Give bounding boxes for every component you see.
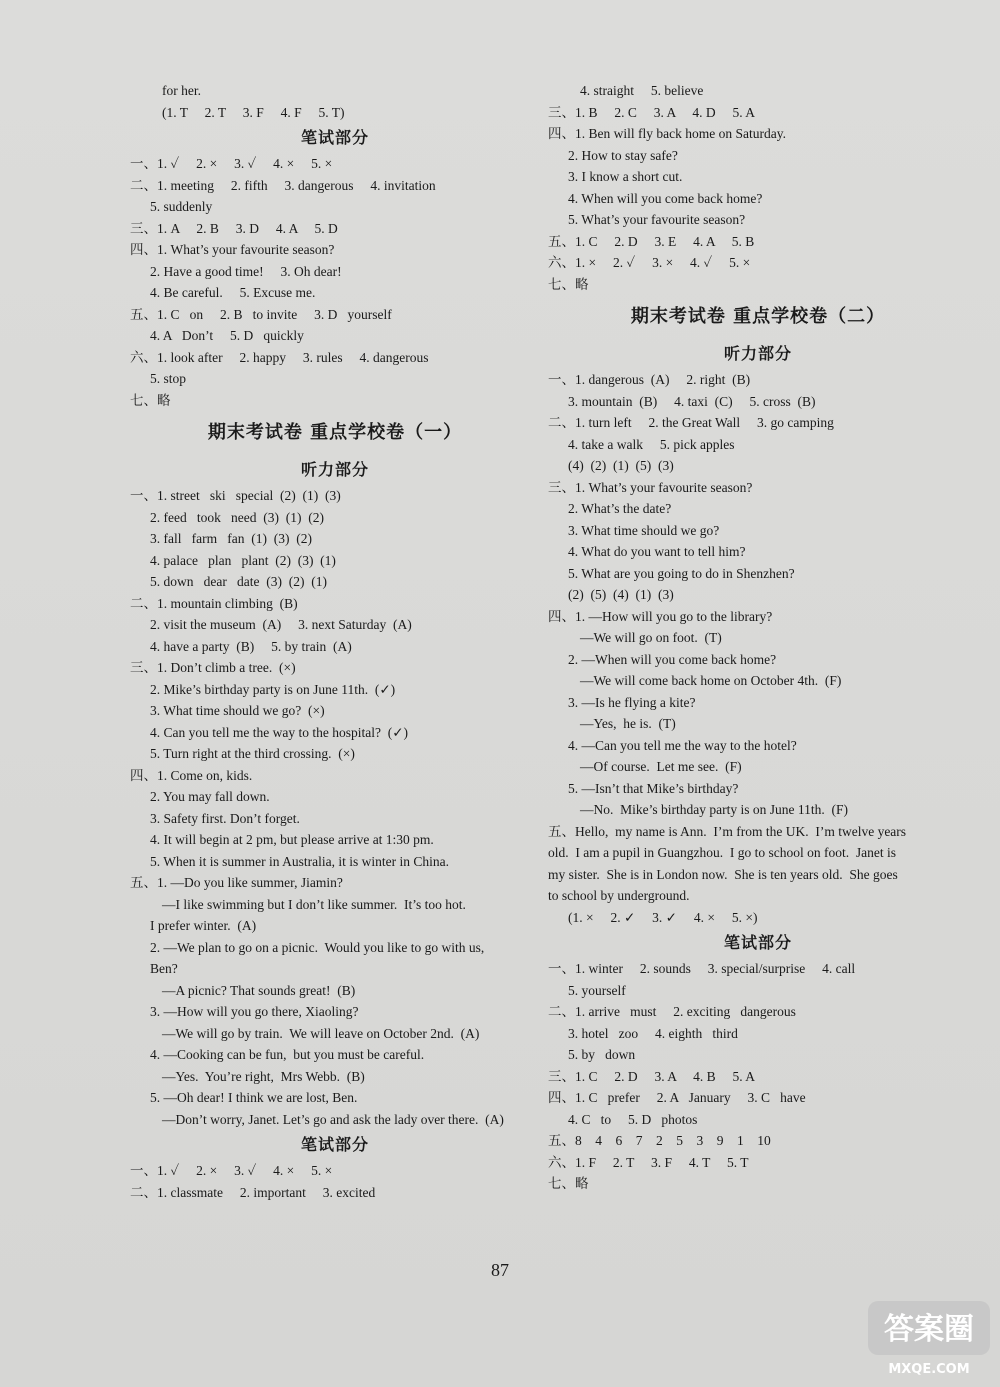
watermark-main: 答案圈 bbox=[884, 1312, 974, 1347]
answer-line: 四、1. C prefer 2. A January 3. C have bbox=[548, 1090, 806, 1105]
answer-line: 3. —How will you go there, Xiaoling? bbox=[150, 1004, 359, 1019]
answer-line: 一、1. street ski special (2) (1) (3) bbox=[130, 488, 341, 503]
section-heading: 听力部分 bbox=[300, 460, 369, 479]
section-heading: 笔试部分 bbox=[300, 1135, 369, 1154]
answer-line: —Yes, he is. (T) bbox=[580, 716, 676, 731]
answer-line: 一、1. ✓ 2. × 3. ✓ 4. × 5. × bbox=[130, 156, 333, 171]
answer-line: 三、1. B 2. C 3. A 4. D 5. A bbox=[548, 104, 756, 120]
section-heading: 听力部分 bbox=[723, 344, 792, 363]
answer-line: 一、1. dangerous (A) 2. right (B) bbox=[548, 372, 751, 387]
answer-line: 2. You may fall down. bbox=[150, 789, 270, 804]
exam-paper-title: 期末考试卷 重点学校卷（一） bbox=[207, 422, 463, 443]
answer-line: 2. Mike’s birthday party is on June 11th. (✓) bbox=[150, 681, 396, 697]
right-column bbox=[548, 80, 968, 1195]
answer-line: 五、8 4 6 7 2 5 3 9 1 10 bbox=[548, 1133, 771, 1148]
answer-line: 3. mountain (B) 4. taxi (C) 5. cross (B) bbox=[568, 393, 816, 409]
answer-line: 二、1. meeting 2. fifth 3. dangerous 4. invitation bbox=[130, 177, 436, 193]
answer-line: 4. —Cooking can be fun, but you must be careful. bbox=[150, 1047, 425, 1062]
answer-line: to school by underground. bbox=[548, 888, 690, 903]
answer-line: 5. What’s your favourite season? bbox=[568, 212, 746, 227]
answer-line: 2. Have a good time! 3. Oh dear! bbox=[150, 263, 342, 279]
answer-line: 三、1. C 2. D 3. A 4. B 5. A bbox=[548, 1068, 756, 1084]
answer-line: 5. Turn right at the third crossing. (×) bbox=[150, 746, 355, 761]
answer-line: 5. —Isn’t that Mike’s birthday? bbox=[568, 780, 739, 796]
answer-line: 三、1. Don’t climb a tree. (×) bbox=[130, 660, 296, 675]
answer-line: 5. When it is summer in Australia, it is winter in China. bbox=[150, 853, 449, 869]
section-heading: 笔试部分 bbox=[723, 933, 792, 952]
answer-line: 4. It will begin at 2 pm, but please arrive at 1:30 pm. bbox=[150, 832, 434, 847]
answer-line: 3. What time should we go? (×) bbox=[150, 703, 325, 718]
answer-line: 四、1. Ben will fly back home on Saturday. bbox=[548, 126, 786, 141]
page-number: 87 bbox=[491, 1260, 509, 1280]
answer-line: —We will go on foot. (T) bbox=[580, 630, 722, 645]
answer-line: 六、1. look after 2. happy 3. rules 4. dangerous bbox=[130, 349, 429, 365]
answer-line: 六、1. × 2. ✓ 3. × 4. ✓ 5. × bbox=[548, 255, 751, 270]
answer-line: 三、1. A 2. B 3. D 4. A 5. D bbox=[130, 220, 338, 236]
answer-line: —I like swimming but I don’t like summer. It’s too hot. bbox=[162, 896, 466, 912]
answer-line: 2. How to stay safe? bbox=[568, 147, 678, 163]
answer-line: 5. stop bbox=[150, 371, 187, 386]
answer-line: (1. × 2. ✓ 3. ✓ 4. × 5. ×) bbox=[568, 909, 758, 925]
answer-line: 5. What are you going to do in Shenzhen? bbox=[568, 565, 795, 581]
answer-line: 3. hotel zoo 4. eighth third bbox=[568, 1025, 738, 1041]
answer-line: 3. —Is he flying a kite? bbox=[568, 694, 696, 710]
answer-line: 5. by down bbox=[568, 1047, 636, 1062]
watermark-sub: MXQE.COM bbox=[888, 1362, 970, 1377]
answer-line: 五、Hello, my name is Ann. I’m from the UK. I’m twelve years bbox=[548, 823, 907, 839]
answer-line: —Don’t worry, Janet. Let’s go and ask the lady over there. (A) bbox=[162, 1111, 504, 1127]
answer-line: for her. bbox=[162, 83, 201, 98]
exam-paper-title: 期末考试卷 重点学校卷（二） bbox=[630, 306, 886, 327]
answer-line: 二、1. turn left 2. the Great Wall 3. go camping bbox=[548, 415, 834, 430]
answer-line: 4. —Can you tell me the way to the hotel? bbox=[568, 737, 797, 753]
answer-line: 一、1. ✓ 2. × 3. ✓ 4. × 5. × bbox=[130, 1163, 333, 1178]
answer-line: my sister. She is in London now. She is ten years old. She goes bbox=[548, 866, 898, 882]
answer-line: 5. —Oh dear! I think we are lost, Ben. bbox=[150, 1090, 358, 1105]
answer-line: 4. Be careful. 5. Excuse me. bbox=[150, 285, 316, 300]
answer-line: 2. What’s the date? bbox=[568, 501, 672, 516]
answer-line: 四、1. —How will you go to the library? bbox=[548, 608, 773, 624]
left-column bbox=[130, 80, 540, 1203]
answer-line: (1. T 2. T 3. F 4. F 5. T) bbox=[162, 104, 345, 120]
answer-line: 七、略 bbox=[548, 276, 589, 292]
answer-line: (2) (5) (4) (1) (3) bbox=[568, 587, 674, 602]
answer-line: 二、1. classmate 2. important 3. excited bbox=[130, 1184, 376, 1200]
answer-line: 2. visit the museum (A) 3. next Saturday (A) bbox=[150, 617, 412, 632]
answer-line: 一、1. winter 2. sounds 3. special/surprise 4. call bbox=[548, 961, 856, 976]
answer-line: —We will go by train. We will leave on October 2nd. (A) bbox=[162, 1025, 480, 1041]
answer-line: 七、略 bbox=[130, 392, 171, 408]
answer-line: 四、1. What’s your favourite season? bbox=[130, 242, 335, 257]
answer-line: —Of course. Let me see. (F) bbox=[580, 759, 742, 774]
answer-line: 4. take a walk 5. pick apples bbox=[568, 436, 735, 452]
answer-line: 3. What time should we go? bbox=[568, 522, 720, 538]
answer-line: 3. fall farm fan (1) (3) (2) bbox=[150, 531, 312, 546]
answer-line: 七、略 bbox=[548, 1176, 589, 1191]
answer-line: 4. palace plan plant (2) (3) (1) bbox=[150, 552, 336, 568]
answer-line: —No. Mike’s birthday party is on June 11th. (F) bbox=[580, 802, 848, 817]
answer-line: (4) (2) (1) (5) (3) bbox=[568, 458, 674, 473]
answer-line: 4. A Don’t 5. D quickly bbox=[150, 328, 304, 343]
section-heading: 笔试部分 bbox=[300, 128, 369, 147]
answer-line: 4. Can you tell me the way to the hospital? (✓) bbox=[150, 724, 409, 740]
answer-line: 二、1. arrive must 2. exciting dangerous bbox=[548, 1004, 796, 1019]
answer-line: 2. feed took need (3) (1) (2) bbox=[150, 509, 324, 525]
answer-line: 5. suddenly bbox=[150, 199, 213, 214]
answer-line: 三、1. What’s your favourite season? bbox=[548, 479, 753, 495]
answer-line: 五、1. C 2. D 3. E 4. A 5. B bbox=[548, 233, 755, 249]
answer-line: 4. have a party (B) 5. by train (A) bbox=[150, 638, 352, 654]
answer-line: —We will come back home on October 4th. (F) bbox=[580, 673, 842, 688]
answer-line: 5. down dear date (3) (2) (1) bbox=[150, 574, 327, 589]
answer-line: 六、1. F 2. T 3. F 4. T 5. T bbox=[548, 1154, 749, 1170]
answer-line: 4. What do you want to tell him? bbox=[568, 544, 746, 559]
site-watermark-logo bbox=[864, 1293, 994, 1383]
answer-line: 二、1. mountain climbing (B) bbox=[130, 595, 298, 611]
answer-line: —A picnic? That sounds great! (B) bbox=[162, 982, 356, 998]
answer-line: 4. straight 5. believe bbox=[580, 83, 704, 98]
answer-line: old. I am a pupil in Guangzhou. I go to school on foot. Janet is bbox=[548, 845, 896, 860]
answer-line: Ben? bbox=[150, 961, 178, 976]
answer-line: I prefer winter. (A) bbox=[150, 918, 257, 933]
answer-line: 五、1. C on 2. B to invite 3. D yourself bbox=[130, 306, 392, 322]
answer-line: 五、1. —Do you like summer, Jiamin? bbox=[130, 875, 343, 890]
answer-line: 2. —We plan to go on a picnic. Would you like to go with us, bbox=[150, 939, 485, 955]
answer-line: 四、1. Come on, kids. bbox=[130, 767, 253, 783]
answer-line: 4. C to 5. D photos bbox=[568, 1111, 698, 1127]
answer-line: —Yes. You’re right, Mrs Webb. (B) bbox=[162, 1068, 365, 1084]
answer-line: 3. Safety first. Don’t forget. bbox=[150, 810, 300, 826]
answer-line: 4. When will you come back home? bbox=[568, 190, 763, 206]
answer-line: 3. I know a short cut. bbox=[568, 169, 683, 184]
answer-line: 5. yourself bbox=[568, 982, 626, 998]
answer-line: 2. —When will you come back home? bbox=[568, 651, 777, 667]
